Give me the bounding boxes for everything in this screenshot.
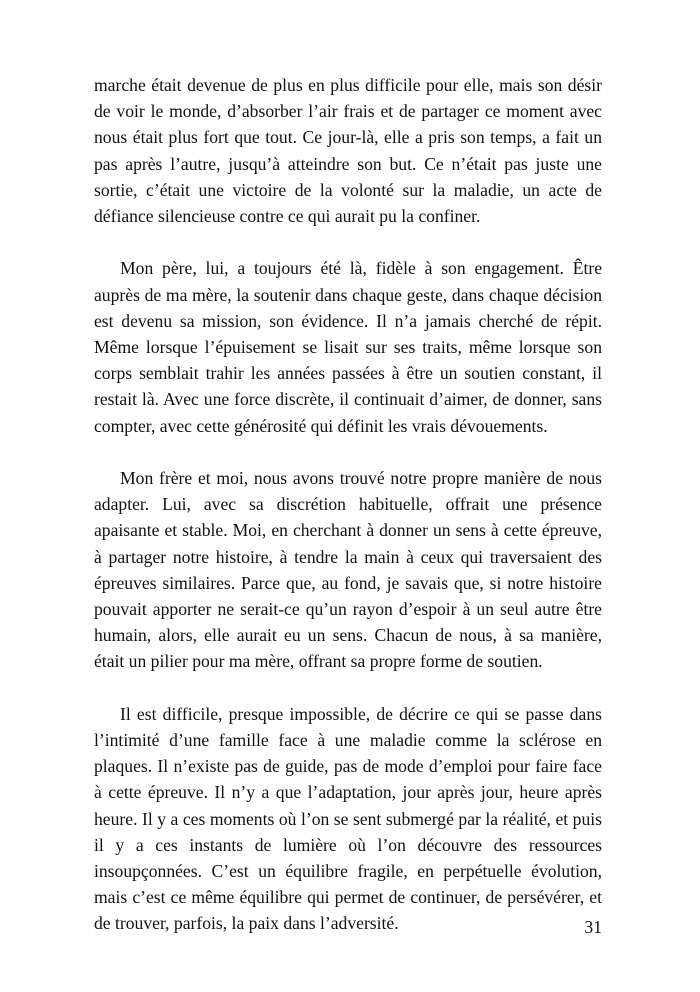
paragraph-1: marche était devenue de plus en plus difficile pour elle, mais son désir de voir le monde, d’absorber l’air frais et de partager ce moment avec nous était plus fort que tout. Ce jour-là, elle a pris son temps, a fait un pas après l’autre, jusqu’à atteindre son but. Ce n’était pas juste une sortie, c’était une victoire de la volonté sur la maladie, un acte de défiance silencieuse contre ce qui aurait pu la confiner. bbox=[94, 75, 602, 227]
body-text bbox=[94, 72, 602, 937]
paragraph-2: Mon père, lui, a toujours été là, fidèle à son engagement. Être auprès de ma mère, la soutenir dans chaque geste, dans chaque décision est devenu sa mission, son évidence. Il n’a jamais cherché de répit. Même lorsque l’épuisement se lisait sur ses traits, même lorsque son corps semblait trahir les années passées à être un soutien constant, il restait là. Avec une force discrète, il continuait d’aimer, de donner, sans compter, avec cette générosité qui définit les vrais dévouements. bbox=[94, 258, 602, 436]
paragraph-3: Mon frère et moi, nous avons trouvé notre propre manière de nous adapter. Lui, avec sa discrétion habituelle, offrait une présence apaisante et stable. Moi, en cherchant à donner un sens à cette épreuve, à partager notre histoire, à tendre la main à ceux qui traversaient des épreuves similaires. Parce que, au fond, je savais que, si notre histoire pouvait apporter ne serait-ce qu’un rayon d’espoir à un seul autre être humain, alors, elle aurait eu un sens. Chacun de nous, à sa manière, était un pilier pour ma mère, offrant sa propre forme de soutien. bbox=[94, 468, 602, 672]
paragraph-4: Il est difficile, presque impossible, de décrire ce qui se passe dans l’intimité d’une famille face à une maladie comme la sclérose en plaques. Il n’existe pas de guide, pas de mode d’emploi pour faire face à cette épreuve. Il n’y a que l’adaptation, jour après jour, heure après heure. Il y a ces moments où l’on se sent submergé par la réalité, et puis il y a ces instants de lumière où l’on découvre des ressources insoupçonnées. C’est un équilibre fragile, en perpétuelle évolution, mais c’est ce même équilibre qui permet de continuer, de persévérer, et de trouver, parfois, la paix dans l’adversité. bbox=[94, 703, 602, 934]
page-number: 31 bbox=[584, 917, 602, 937]
